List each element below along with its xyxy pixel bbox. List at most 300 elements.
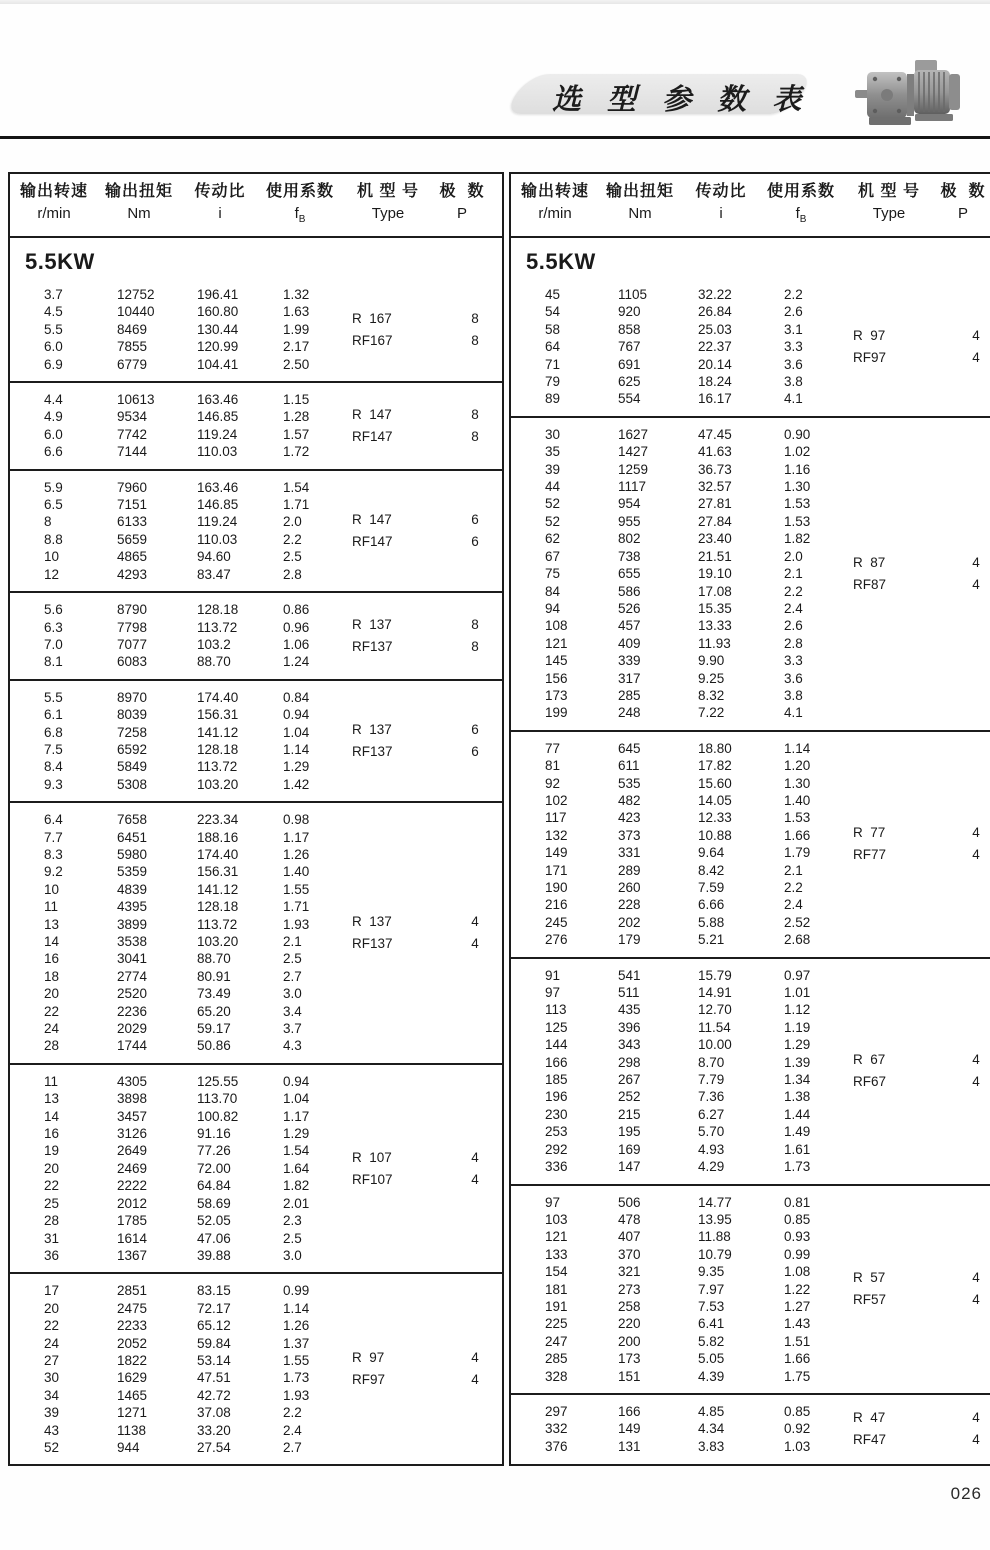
- group-rows: [10, 1282, 340, 1456]
- table-row: [511, 914, 841, 931]
- table-row: [511, 862, 841, 879]
- table-row: [10, 513, 340, 530]
- cell-ratio: 19.10: [698, 566, 732, 582]
- cell-service-factor: 0.99: [784, 1246, 811, 1262]
- cell-speed: 34: [44, 1387, 60, 1403]
- type-label: RF147: [352, 533, 393, 549]
- cell-ratio: 7.97: [698, 1281, 725, 1297]
- table-row: [10, 1125, 340, 1142]
- cell-service-factor: 2.2: [784, 880, 803, 895]
- table-row: [511, 478, 841, 495]
- table-row: [10, 286, 340, 303]
- header-col-service-factor: 使用系数 $f_B$: [766, 183, 835, 225]
- cell-torque: 7798: [117, 619, 148, 635]
- cell-ratio: 120.99: [197, 339, 239, 355]
- cell-ratio: 130.44: [197, 321, 239, 337]
- cell-speed: 253: [545, 1124, 568, 1140]
- cell-torque: 767: [618, 339, 641, 355]
- table-row: [10, 1003, 340, 1020]
- cell-ratio: 41.63: [698, 444, 732, 460]
- cell-service-factor: 4.1: [784, 705, 803, 721]
- cell-service-factor: 0.85: [784, 1211, 811, 1227]
- cell-torque: 7077: [117, 636, 148, 652]
- cell-torque: 586: [618, 583, 641, 599]
- table-row: [511, 652, 841, 669]
- cell-speed: 276: [545, 932, 568, 948]
- cell-speed: 17: [44, 1283, 60, 1299]
- cell-torque: 1259: [618, 461, 649, 477]
- cell-ratio: 15.35: [698, 600, 732, 616]
- cell-torque: 10440: [117, 304, 155, 320]
- cell-service-factor: 1.20: [784, 758, 811, 774]
- cell-torque: 8790: [117, 602, 148, 618]
- cell-torque: 506: [618, 1194, 641, 1210]
- table-row: [10, 758, 340, 775]
- cell-service-factor: 1.30: [784, 775, 811, 791]
- cell-speed: 20: [44, 1160, 60, 1176]
- cell-speed: 225: [545, 1316, 568, 1332]
- cell-torque: 4395: [117, 899, 148, 915]
- cell-torque: 1744: [117, 1038, 148, 1054]
- cell-ratio: 88.70: [197, 654, 231, 670]
- cell-torque: 7258: [117, 724, 148, 740]
- cell-service-factor: 2.0: [283, 514, 302, 530]
- table-row: [10, 881, 340, 898]
- table-row: [10, 391, 340, 408]
- cell-torque: 3899: [117, 916, 148, 932]
- cell-speed: 67: [545, 548, 561, 564]
- cell-speed: 8.4: [44, 759, 63, 775]
- cell-service-factor: 1.16: [784, 461, 811, 477]
- table-row: [10, 1387, 340, 1404]
- cell-ratio: 80.91: [197, 968, 231, 984]
- type-label: RF97: [853, 349, 887, 365]
- cell-ratio: 17.08: [698, 583, 732, 599]
- cell-ratio: 4.29: [698, 1159, 725, 1175]
- mount-foot: [915, 114, 953, 121]
- table-row: [10, 724, 340, 741]
- poles-value: 8: [471, 616, 479, 632]
- cell-ratio: 113.72: [197, 916, 238, 932]
- cell-speed: 54: [545, 304, 561, 320]
- table-row: [511, 1019, 841, 1036]
- table-row: [511, 1246, 841, 1263]
- cell-ratio: 160.80: [197, 304, 239, 320]
- cell-torque: 8039: [117, 707, 148, 723]
- cell-speed: 132: [545, 827, 568, 843]
- table-row: [10, 321, 340, 338]
- cell-service-factor: 1.66: [784, 827, 811, 843]
- cell-service-factor: 1.63: [283, 304, 310, 320]
- poles-value: 4: [972, 1292, 980, 1308]
- table-row: [511, 827, 841, 844]
- cell-ratio: 10.00: [698, 1037, 732, 1053]
- header-col-poles: 极 数 P: [439, 183, 485, 222]
- header-col-ratio: 传动比 i: [194, 183, 246, 222]
- table-row: [10, 356, 340, 373]
- cell-torque: 200: [618, 1333, 641, 1349]
- cell-speed: 8: [44, 514, 52, 530]
- parameter-group: [511, 730, 990, 957]
- type-label: R 97: [853, 327, 886, 343]
- cell-service-factor: 1.53: [784, 496, 811, 512]
- cell-speed: 28: [44, 1213, 60, 1229]
- cell-ratio: 50.86: [197, 1038, 231, 1054]
- cell-speed: 9.2: [44, 864, 63, 880]
- cell-speed: 52: [545, 513, 561, 529]
- type-label: RF97: [352, 1372, 386, 1388]
- header-divider: [0, 136, 990, 139]
- cell-service-factor: 1.37: [283, 1335, 310, 1351]
- cell-service-factor: 2.4: [784, 897, 803, 913]
- cell-service-factor: 3.6: [784, 356, 803, 372]
- parameter-table-right: [509, 172, 990, 1466]
- cell-service-factor: 4.3: [283, 1038, 302, 1054]
- cell-torque: 7658: [117, 812, 148, 828]
- table-row: [511, 757, 841, 774]
- table-row: [10, 1160, 340, 1177]
- cell-speed: 97: [545, 985, 561, 1001]
- power-heading: 5.5KW: [25, 249, 95, 274]
- cell-speed: 154: [545, 1264, 568, 1280]
- table-row: [511, 896, 841, 913]
- cell-speed: 28: [44, 1038, 60, 1054]
- poles-block: [949, 822, 990, 866]
- cell-ratio: 10.88: [698, 827, 732, 843]
- table-row: [511, 1088, 841, 1105]
- table-row: [10, 1020, 340, 1037]
- cell-service-factor: 2.7: [283, 1439, 302, 1455]
- table-row: [10, 1352, 340, 1369]
- cell-speed: 8.1: [44, 654, 63, 670]
- type-label: RF137: [352, 638, 393, 654]
- cell-torque: 3041: [117, 951, 148, 967]
- cell-service-factor: 1.17: [283, 829, 310, 845]
- cell-ratio: 5.70: [698, 1124, 725, 1140]
- cell-speed: 133: [545, 1246, 568, 1262]
- cell-torque: 173: [618, 1351, 641, 1367]
- group-rows: [511, 1403, 841, 1455]
- cell-ratio: 141.12: [197, 724, 239, 740]
- cell-ratio: 94.60: [197, 549, 231, 565]
- poles-value: 6: [471, 743, 479, 759]
- cell-service-factor: 4.1: [784, 391, 803, 407]
- cell-torque: 2233: [117, 1318, 148, 1334]
- cell-speed: 328: [545, 1368, 568, 1384]
- cell-speed: 14: [44, 1108, 60, 1124]
- cell-ratio: 8.42: [698, 862, 725, 878]
- cell-ratio: 72.17: [197, 1300, 231, 1316]
- cell-service-factor: 2.2: [784, 583, 803, 599]
- cell-service-factor: 1.26: [283, 846, 310, 862]
- poles-value: 4: [972, 847, 980, 863]
- type-label: R 57: [853, 1270, 886, 1286]
- cell-ratio: 8.32: [698, 687, 725, 703]
- cell-ratio: 7.53: [698, 1298, 725, 1314]
- type-block: [841, 1407, 949, 1451]
- cell-service-factor: 2.8: [283, 566, 302, 582]
- cell-speed: 247: [545, 1333, 568, 1349]
- table-row: [10, 933, 340, 950]
- cell-service-factor: 3.4: [283, 1003, 302, 1019]
- poles-value: 4: [972, 825, 980, 841]
- cell-torque: 179: [618, 932, 641, 948]
- table-row: [10, 1404, 340, 1421]
- parameter-group: [10, 469, 502, 591]
- cell-speed: 13: [44, 1091, 60, 1107]
- poles-value: 4: [471, 1350, 479, 1366]
- table-row: [511, 687, 841, 704]
- cell-speed: 4.5: [44, 304, 63, 320]
- cell-ratio: 103.20: [197, 934, 239, 949]
- cell-service-factor: 1.75: [784, 1368, 811, 1384]
- table-header: [10, 174, 502, 238]
- cell-ratio: 6.66: [698, 897, 725, 913]
- header-col-speed: 输出转速 r/min: [19, 183, 88, 222]
- cell-speed: 71: [545, 356, 561, 372]
- table-row: [511, 1438, 841, 1455]
- poles-value: 8: [471, 310, 479, 326]
- cell-torque: 4839: [117, 881, 148, 897]
- cell-speed: 45: [545, 287, 561, 302]
- parameter-group: [511, 278, 990, 416]
- cell-service-factor: 3.3: [784, 339, 803, 355]
- table-row: [511, 565, 841, 582]
- cell-service-factor: 2.4: [283, 1422, 302, 1438]
- type-label: R 77: [853, 825, 886, 841]
- group-rows: [10, 1073, 340, 1264]
- cell-torque: 1629: [117, 1370, 148, 1386]
- cell-service-factor: 3.1: [784, 321, 803, 337]
- poles-value: 4: [972, 1052, 980, 1068]
- cell-torque: 1785: [117, 1213, 148, 1229]
- poles-block: [949, 1049, 990, 1093]
- cell-speed: 30: [545, 426, 561, 442]
- cell-ratio: 11.54: [698, 1019, 731, 1035]
- group-rows: [10, 689, 340, 793]
- cell-torque: 339: [618, 653, 641, 669]
- cell-torque: 5359: [117, 864, 148, 880]
- cell-service-factor: 1.71: [283, 497, 310, 513]
- cell-torque: 6779: [117, 356, 148, 372]
- cell-speed: 292: [545, 1141, 568, 1157]
- type-block: [340, 614, 448, 658]
- cell-speed: 216: [545, 897, 568, 913]
- header-col-torque: 输出扭矩 Nm: [605, 183, 674, 222]
- cell-torque: 285: [618, 687, 641, 703]
- cell-torque: 1822: [117, 1352, 148, 1368]
- header-col-torque: 输出扭矩 Nm: [104, 183, 173, 222]
- table-row: [511, 1403, 841, 1420]
- cell-service-factor: 1.71: [283, 899, 310, 915]
- cell-torque: 2520: [117, 986, 148, 1002]
- cell-ratio: 5.82: [698, 1333, 725, 1349]
- cell-torque: 955: [618, 513, 641, 529]
- cell-torque: 2029: [117, 1021, 148, 1037]
- table-row: [511, 495, 841, 512]
- cell-torque: 289: [618, 862, 641, 878]
- cell-torque: 2649: [117, 1143, 148, 1159]
- cell-torque: 625: [618, 374, 641, 390]
- cell-speed: 285: [545, 1351, 568, 1367]
- table-row: [511, 530, 841, 547]
- type-label: RF107: [352, 1171, 393, 1187]
- cell-service-factor: 1.93: [283, 1387, 310, 1403]
- cell-service-factor: 1.72: [283, 444, 310, 460]
- cell-ratio: 17.82: [698, 758, 732, 774]
- table-row: [511, 704, 841, 721]
- cell-speed: 191: [545, 1298, 568, 1314]
- cell-service-factor: 2.7: [283, 968, 302, 984]
- cell-torque: 169: [618, 1141, 641, 1157]
- table-row: [10, 1247, 340, 1264]
- cell-speed: 52: [545, 496, 561, 512]
- cell-ratio: 26.84: [698, 304, 732, 320]
- cell-service-factor: 0.94: [283, 707, 310, 723]
- cell-service-factor: 2.8: [784, 635, 803, 651]
- cell-torque: 954: [618, 496, 641, 512]
- cell-speed: 230: [545, 1106, 568, 1122]
- table-row: [511, 740, 841, 757]
- type-block: [340, 719, 448, 763]
- cell-speed: 196: [545, 1089, 568, 1105]
- table-row: [511, 583, 841, 600]
- cell-service-factor: 1.38: [784, 1089, 811, 1105]
- parameter-group: [10, 278, 502, 381]
- cell-torque: 7742: [117, 426, 148, 442]
- cell-ratio: 14.05: [698, 792, 732, 808]
- table-row: [511, 390, 841, 407]
- cell-speed: 10: [44, 549, 60, 565]
- cell-torque: 611: [618, 758, 640, 774]
- mount-foot: [869, 117, 911, 125]
- cell-torque: 195: [618, 1124, 641, 1140]
- cell-service-factor: 3.7: [283, 1021, 302, 1037]
- cell-ratio: 18.80: [698, 740, 732, 756]
- table-row: [511, 1158, 841, 1175]
- cell-torque: 370: [618, 1246, 641, 1262]
- poles-block: [448, 1347, 502, 1391]
- group-rows: [10, 391, 340, 461]
- cell-torque: 4293: [117, 566, 148, 582]
- table-row: [10, 916, 340, 933]
- table-row: [511, 1036, 841, 1053]
- type-label: R 137: [352, 914, 392, 929]
- table-row: [10, 408, 340, 425]
- header-col-ratio: 传动比 i: [695, 183, 747, 222]
- cell-speed: 62: [545, 531, 561, 547]
- parameter-group: [10, 591, 502, 679]
- cell-service-factor: 1.54: [283, 1143, 310, 1159]
- poles-value: 4: [972, 554, 980, 570]
- cell-ratio: 65.12: [197, 1318, 231, 1334]
- cell-speed: 20: [44, 1300, 60, 1316]
- cell-speed: 156: [545, 670, 568, 686]
- motor-end-cap: [949, 74, 960, 110]
- cell-speed: 4.9: [44, 409, 63, 425]
- table-row: [10, 1282, 340, 1299]
- cell-speed: 108: [545, 618, 568, 634]
- type-label: R 147: [352, 511, 392, 527]
- cell-speed: 92: [545, 775, 561, 791]
- gear-motor-image: [853, 55, 965, 135]
- cell-ratio: 3.83: [698, 1438, 725, 1454]
- table-row: [511, 792, 841, 809]
- poles-block: [949, 1407, 990, 1451]
- type-label: R 67: [853, 1052, 886, 1068]
- cell-service-factor: 1.40: [784, 792, 811, 808]
- cell-service-factor: 1.04: [283, 1091, 310, 1107]
- poles-value: 4: [972, 349, 980, 365]
- table-row: [511, 809, 841, 826]
- cell-speed: 245: [545, 914, 568, 930]
- cell-ratio: 5.88: [698, 914, 725, 930]
- cell-ratio: 4.85: [698, 1403, 725, 1419]
- cell-service-factor: 2.1: [784, 862, 803, 878]
- table-row: [10, 1073, 340, 1090]
- poles-block: [448, 911, 502, 955]
- cell-speed: 4.4: [44, 392, 63, 408]
- table-row: [511, 1315, 841, 1332]
- cell-torque: 131: [618, 1438, 641, 1454]
- cell-ratio: 6.27: [698, 1106, 725, 1122]
- type-label: RF147: [352, 428, 393, 444]
- table-row: [511, 1368, 841, 1385]
- cell-torque: 435: [618, 1002, 641, 1018]
- table-row: [10, 443, 340, 460]
- cell-ratio: 32.22: [698, 287, 732, 302]
- cell-speed: 6.1: [44, 707, 63, 723]
- table-row: [511, 670, 841, 687]
- cell-service-factor: 1.40: [283, 864, 310, 880]
- cell-ratio: 18.24: [698, 374, 732, 390]
- group-rows: [10, 601, 340, 671]
- cell-ratio: 174.40: [197, 689, 239, 705]
- cell-speed: 30: [44, 1370, 60, 1386]
- cell-torque: 12752: [117, 287, 155, 302]
- table-row: [10, 1212, 340, 1229]
- cell-ratio: 163.46: [197, 479, 239, 495]
- cell-torque: 258: [618, 1298, 641, 1314]
- cell-speed: 6.4: [44, 812, 63, 828]
- cell-ratio: 47.51: [197, 1370, 231, 1386]
- cell-ratio: 27.84: [698, 513, 732, 529]
- group-rows: [10, 286, 340, 373]
- cell-torque: 1465: [117, 1387, 148, 1403]
- type-label: RF67: [853, 1074, 887, 1090]
- cell-speed: 376: [545, 1438, 568, 1454]
- cell-ratio: 12.70: [698, 1002, 732, 1018]
- cell-service-factor: 0.90: [784, 426, 811, 442]
- table-row: [10, 1335, 340, 1352]
- group-rows: [511, 426, 841, 722]
- cell-speed: 5.5: [44, 689, 63, 705]
- cell-torque: 4305: [117, 1073, 148, 1089]
- poles-value: 4: [471, 936, 479, 951]
- cell-ratio: 128.18: [197, 741, 239, 757]
- poles-value: 8: [471, 428, 479, 444]
- cell-torque: 3538: [117, 934, 148, 949]
- poles-block: [448, 509, 502, 553]
- cell-service-factor: 1.30: [784, 479, 811, 495]
- cell-ratio: 103.2: [197, 636, 231, 652]
- cell-speed: 64: [545, 339, 561, 355]
- cell-ratio: 22.37: [698, 339, 732, 355]
- table-row: [10, 811, 340, 828]
- poles-value: 6: [471, 533, 479, 549]
- cell-speed: 44: [545, 479, 561, 495]
- cell-torque: 331: [618, 845, 641, 861]
